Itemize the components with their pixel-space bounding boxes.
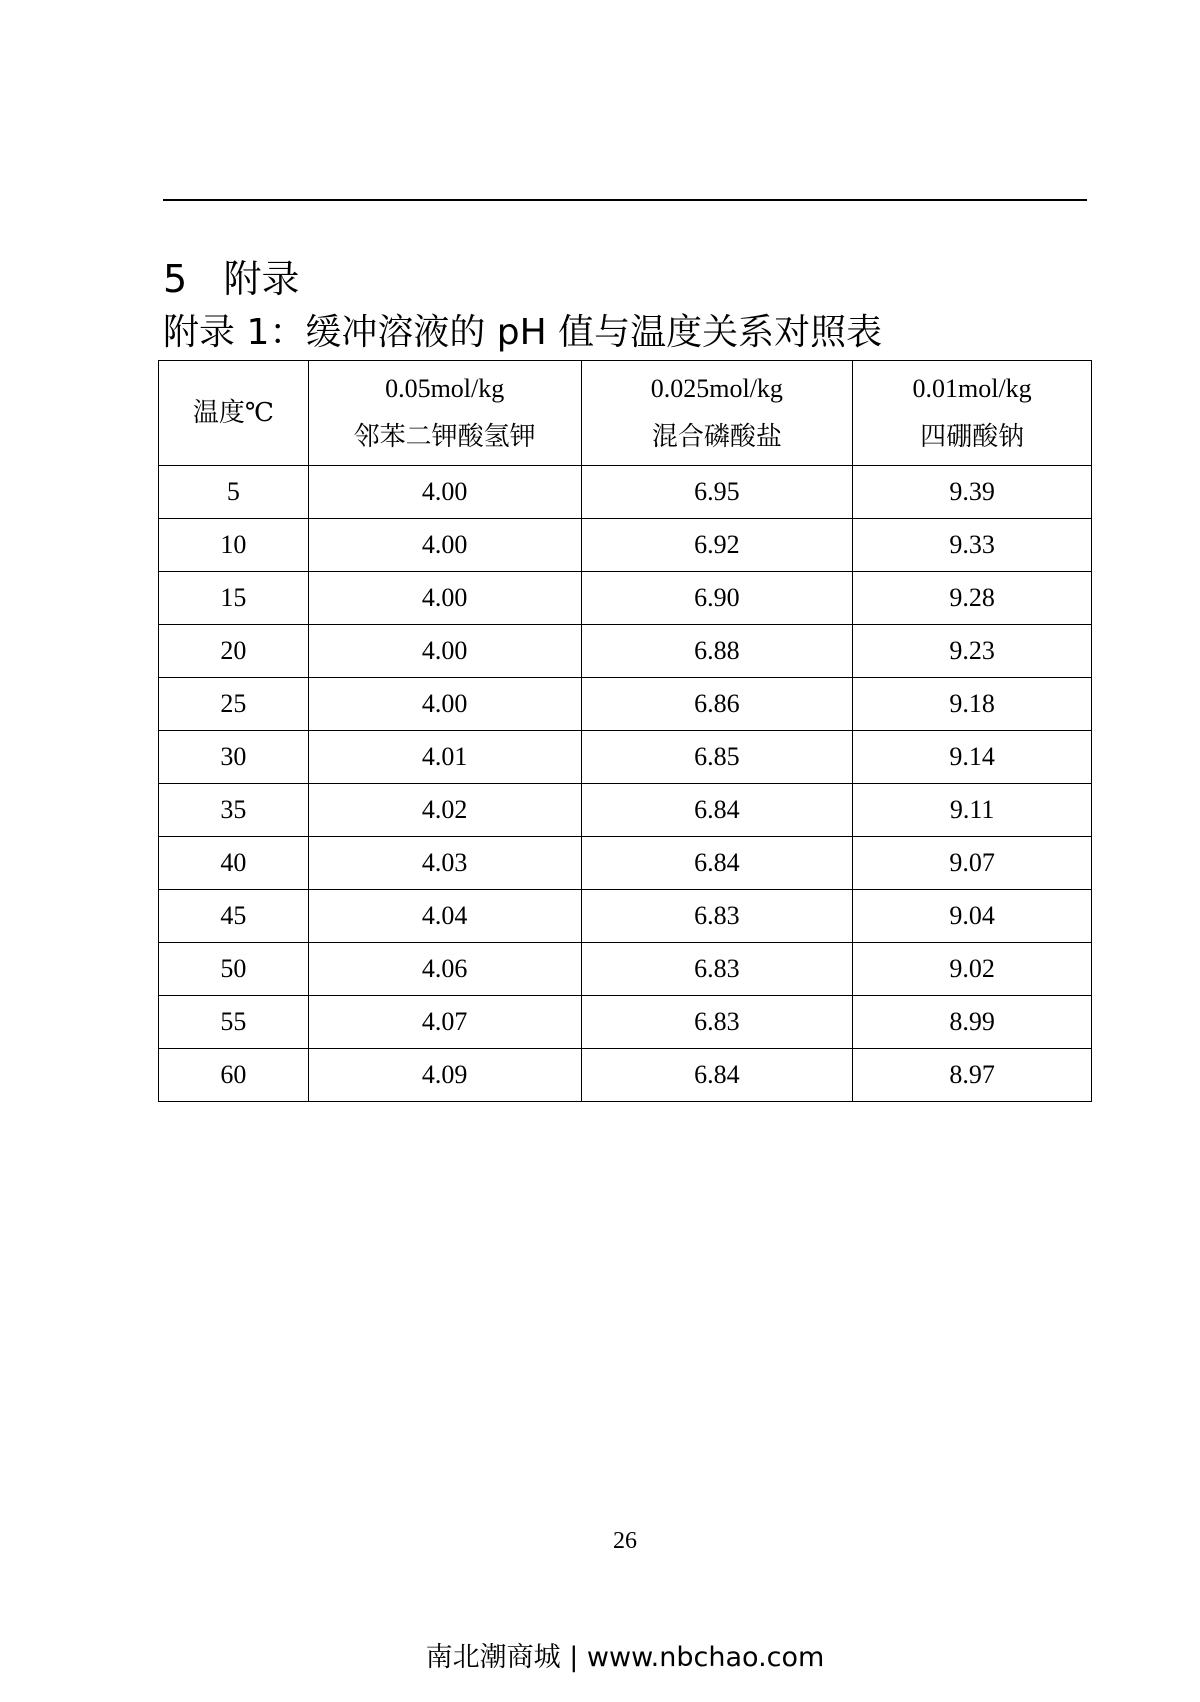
cell-ph-phosphate: 6.85 [581,731,853,784]
section-number: 5 [163,257,188,301]
cell-ph-phosphate: 6.95 [581,466,853,519]
cell-temperature: 10 [159,519,309,572]
cell-ph-borate: 9.23 [853,625,1092,678]
table-row [159,519,1092,572]
cell-ph-phthalate: 4.00 [308,519,581,572]
cell-ph-phthalate: 4.02 [308,784,581,837]
section-heading [163,255,299,303]
cell-temperature: 35 [159,784,309,837]
cell-temperature: 30 [159,731,309,784]
cell-ph-borate: 9.28 [853,572,1092,625]
table-header-row [159,361,1092,466]
header-concentration: 0.01mol/kg [912,374,1032,403]
cell-temperature: 5 [159,466,309,519]
header-buffer-name: 四硼酸钠 [920,422,1025,451]
cell-ph-borate: 9.07 [853,837,1092,890]
cell-ph-phthalate: 4.00 [308,466,581,519]
table-row [159,837,1092,890]
cell-ph-phthalate: 4.04 [308,890,581,943]
cell-ph-phosphate: 6.88 [581,625,853,678]
cell-ph-borate: 9.11 [853,784,1092,837]
cell-ph-borate: 9.18 [853,678,1092,731]
cell-ph-phosphate: 6.84 [581,784,853,837]
header-concentration: 0.025mol/kg [650,374,783,403]
table-row [159,466,1092,519]
cell-temperature: 25 [159,678,309,731]
header-concentration: 0.05mol/kg [385,374,505,403]
cell-ph-phthalate: 4.09 [308,1049,581,1102]
cell-ph-phosphate: 6.83 [581,943,853,996]
table-row [159,678,1092,731]
appendix-title: 附录 1：缓冲溶液的 pH 值与温度关系对照表 [163,312,883,353]
table-row [159,890,1092,943]
cell-ph-borate: 9.39 [853,466,1092,519]
cell-temperature: 50 [159,943,309,996]
table-row [159,731,1092,784]
cell-ph-borate: 8.99 [853,996,1092,1049]
cell-ph-phosphate: 6.84 [581,837,853,890]
cell-ph-borate: 9.04 [853,890,1092,943]
header-sodium-tetraborate [853,361,1092,466]
cell-ph-phosphate: 6.84 [581,1049,853,1102]
cell-ph-phosphate: 6.83 [581,890,853,943]
footer-watermark: 南北潮商城 | www.nbchao.com [425,1642,825,1673]
cell-ph-phthalate: 4.00 [308,625,581,678]
cell-ph-phthalate: 4.01 [308,731,581,784]
header-potassium-hydrogen-phthalate [308,361,581,466]
cell-ph-borate: 8.97 [853,1049,1092,1102]
table-row [159,943,1092,996]
header-buffer-name: 邻苯二钾酸氢钾 [353,422,536,451]
cell-ph-phosphate: 6.92 [581,519,853,572]
cell-ph-phthalate: 4.06 [308,943,581,996]
cell-ph-phosphate: 6.86 [581,678,853,731]
page-number: 26 [613,1528,637,1554]
table-row [159,572,1092,625]
header-buffer-name: 混合磷酸盐 [651,422,782,451]
header-rule [163,199,1087,201]
table-row [159,996,1092,1049]
cell-temperature: 60 [159,1049,309,1102]
cell-ph-phthalate: 4.00 [308,678,581,731]
header-mixed-phosphate [581,361,853,466]
cell-ph-borate: 9.33 [853,519,1092,572]
table-row [159,625,1092,678]
header-temperature: 温度℃ [159,361,309,466]
cell-temperature: 40 [159,837,309,890]
cell-temperature: 20 [159,625,309,678]
ph-temperature-table [158,360,1092,1102]
cell-temperature: 45 [159,890,309,943]
cell-ph-phthalate: 4.00 [308,572,581,625]
cell-ph-phosphate: 6.90 [581,572,853,625]
cell-ph-borate: 9.02 [853,943,1092,996]
cell-ph-borate: 9.14 [853,731,1092,784]
section-title: 附录 [223,257,300,301]
cell-ph-phthalate: 4.07 [308,996,581,1049]
table-row [159,784,1092,837]
cell-ph-phosphate: 6.83 [581,996,853,1049]
table-row [159,1049,1092,1102]
cell-ph-phthalate: 4.03 [308,837,581,890]
cell-temperature: 55 [159,996,309,1049]
cell-temperature: 15 [159,572,309,625]
